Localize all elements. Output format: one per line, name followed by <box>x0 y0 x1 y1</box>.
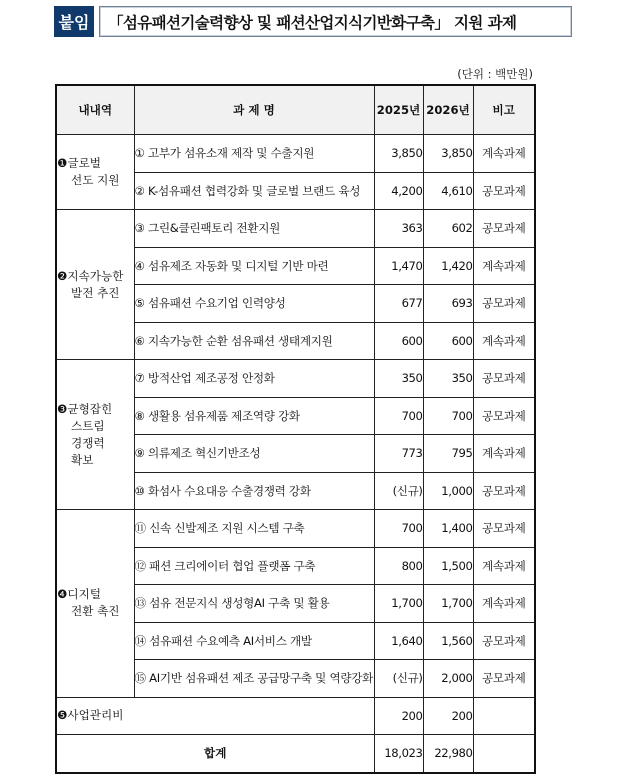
col-header-task: 과 제 명 <box>134 85 374 135</box>
budget-2026: 200 <box>423 697 473 735</box>
attachment-badge: 붙임 <box>54 6 94 37</box>
task-name: ⑫ 패션 크리에이터 협업 플랫폼 구축 <box>134 547 374 585</box>
total-2025: 18,023 <box>374 735 423 773</box>
task-note <box>473 697 535 735</box>
budget-2026: 1,560 <box>423 622 473 660</box>
table-row-management <box>56 697 535 735</box>
budget-2026: 795 <box>423 435 473 473</box>
budget-2025: 800 <box>374 547 423 585</box>
category-global: ❶글로벌 선도 지원 <box>56 135 134 210</box>
task-name: ⑮ AI기반 섬유패션 제조 공급망구축 및 역량강화 <box>134 660 374 698</box>
task-note: 계속과제 <box>473 547 535 585</box>
budget-2025: 1,470 <box>374 247 423 285</box>
support-tasks-table <box>55 84 536 774</box>
task-note: 계속과제 <box>473 435 535 473</box>
total-label: 합계 <box>56 735 374 773</box>
budget-2026: 1,700 <box>423 585 473 623</box>
budget-2026: 1,400 <box>423 510 473 548</box>
table-row <box>56 135 535 173</box>
task-note: 계속과제 <box>473 135 535 173</box>
task-name: ⑭ 섬유패션 수요예측 AI서비스 개발 <box>134 622 374 660</box>
budget-2026: 2,000 <box>423 660 473 698</box>
task-note: 공모과제 <box>473 660 535 698</box>
table-row-total <box>56 735 535 773</box>
task-note: 공모과제 <box>473 472 535 510</box>
budget-2026: 4,610 <box>423 172 473 210</box>
task-note: 계속과제 <box>473 247 535 285</box>
budget-2026: 3,850 <box>423 135 473 173</box>
task-name: ⑩ 화섬사 수요대응 수출경쟁력 강화 <box>134 472 374 510</box>
task-name: ⑤ 섬유패션 수요기업 인력양성 <box>134 285 374 323</box>
title-box <box>99 6 572 37</box>
budget-2026: 693 <box>423 285 473 323</box>
task-name: ⑥ 지속가능한 순환 섬유패션 생태계지원 <box>134 322 374 360</box>
task-name: ② K-섬유패션 협력강화 및 글로벌 브랜드 육성 <box>134 172 374 210</box>
budget-2025: (신규) <box>374 472 423 510</box>
task-name: ③ 그린&클린팩토리 전환지원 <box>134 210 374 248</box>
management-cost-label: ❺사업관리비 <box>56 697 374 735</box>
task-note: 계속과제 <box>473 322 535 360</box>
budget-2026: 350 <box>423 360 473 398</box>
budget-2025: 677 <box>374 285 423 323</box>
budget-2025: 3,850 <box>374 135 423 173</box>
table-header-row <box>56 85 535 135</box>
task-name: ⑨ 의류제조 혁신기반조성 <box>134 435 374 473</box>
document-header <box>54 6 572 37</box>
task-name: ⑪ 신속 신발제조 지원 시스템 구축 <box>134 510 374 548</box>
task-note: 공모과제 <box>473 622 535 660</box>
total-note <box>473 735 535 773</box>
budget-2026: 1,000 <box>423 472 473 510</box>
task-name: ⑬ 섬유 전문지식 생성형AI 구축 및 활용 <box>134 585 374 623</box>
col-header-note: 비고 <box>473 85 535 135</box>
task-note: 공모과제 <box>473 397 535 435</box>
task-note: 공모과제 <box>473 510 535 548</box>
category-sustainable: ❷지속가능한 발전 추진 <box>56 210 134 360</box>
table-row <box>56 360 535 398</box>
budget-2026: 700 <box>423 397 473 435</box>
budget-2025: 700 <box>374 510 423 548</box>
task-note: 공모과제 <box>473 360 535 398</box>
budget-2026: 1,420 <box>423 247 473 285</box>
budget-2026: 600 <box>423 322 473 360</box>
budget-2025: 350 <box>374 360 423 398</box>
budget-2026: 602 <box>423 210 473 248</box>
task-note: 계속과제 <box>473 585 535 623</box>
col-header-category: 내내역 <box>56 85 134 135</box>
document-title: 「섬유패션기술력향상 및 패션산업지식기반화구축」 지원 과제 <box>108 13 517 32</box>
task-name: ⑦ 방적산업 제조공정 안정화 <box>134 360 374 398</box>
col-header-2025: 2025년 <box>374 85 423 135</box>
budget-2025: 4,200 <box>374 172 423 210</box>
task-name: ④ 섬유제조 자동화 및 디지털 기반 마련 <box>134 247 374 285</box>
budget-2025: 200 <box>374 697 423 735</box>
category-digital: ❹디지털 전환 촉진 <box>56 510 134 698</box>
task-note: 공모과제 <box>473 210 535 248</box>
task-note: 공모과제 <box>473 172 535 210</box>
budget-2025: 1,640 <box>374 622 423 660</box>
budget-2025: 363 <box>374 210 423 248</box>
unit-label: (단위 : 백만원) <box>457 67 533 81</box>
budget-2025: 700 <box>374 397 423 435</box>
budget-2025: (신규) <box>374 660 423 698</box>
task-name: ① 고부가 섬유소재 제작 및 수출지원 <box>134 135 374 173</box>
task-note: 공모과제 <box>473 285 535 323</box>
total-2026: 22,980 <box>423 735 473 773</box>
table-row <box>56 210 535 248</box>
budget-2025: 600 <box>374 322 423 360</box>
budget-2025: 1,700 <box>374 585 423 623</box>
category-balanced: ❸균형잡힌 스트림 경쟁력 확보 <box>56 360 134 510</box>
task-name: ⑧ 생활용 섬유제품 제조역량 강화 <box>134 397 374 435</box>
col-header-2026: 2026년 <box>423 85 473 135</box>
table-row <box>56 510 535 548</box>
budget-2026: 1,500 <box>423 547 473 585</box>
budget-2025: 773 <box>374 435 423 473</box>
